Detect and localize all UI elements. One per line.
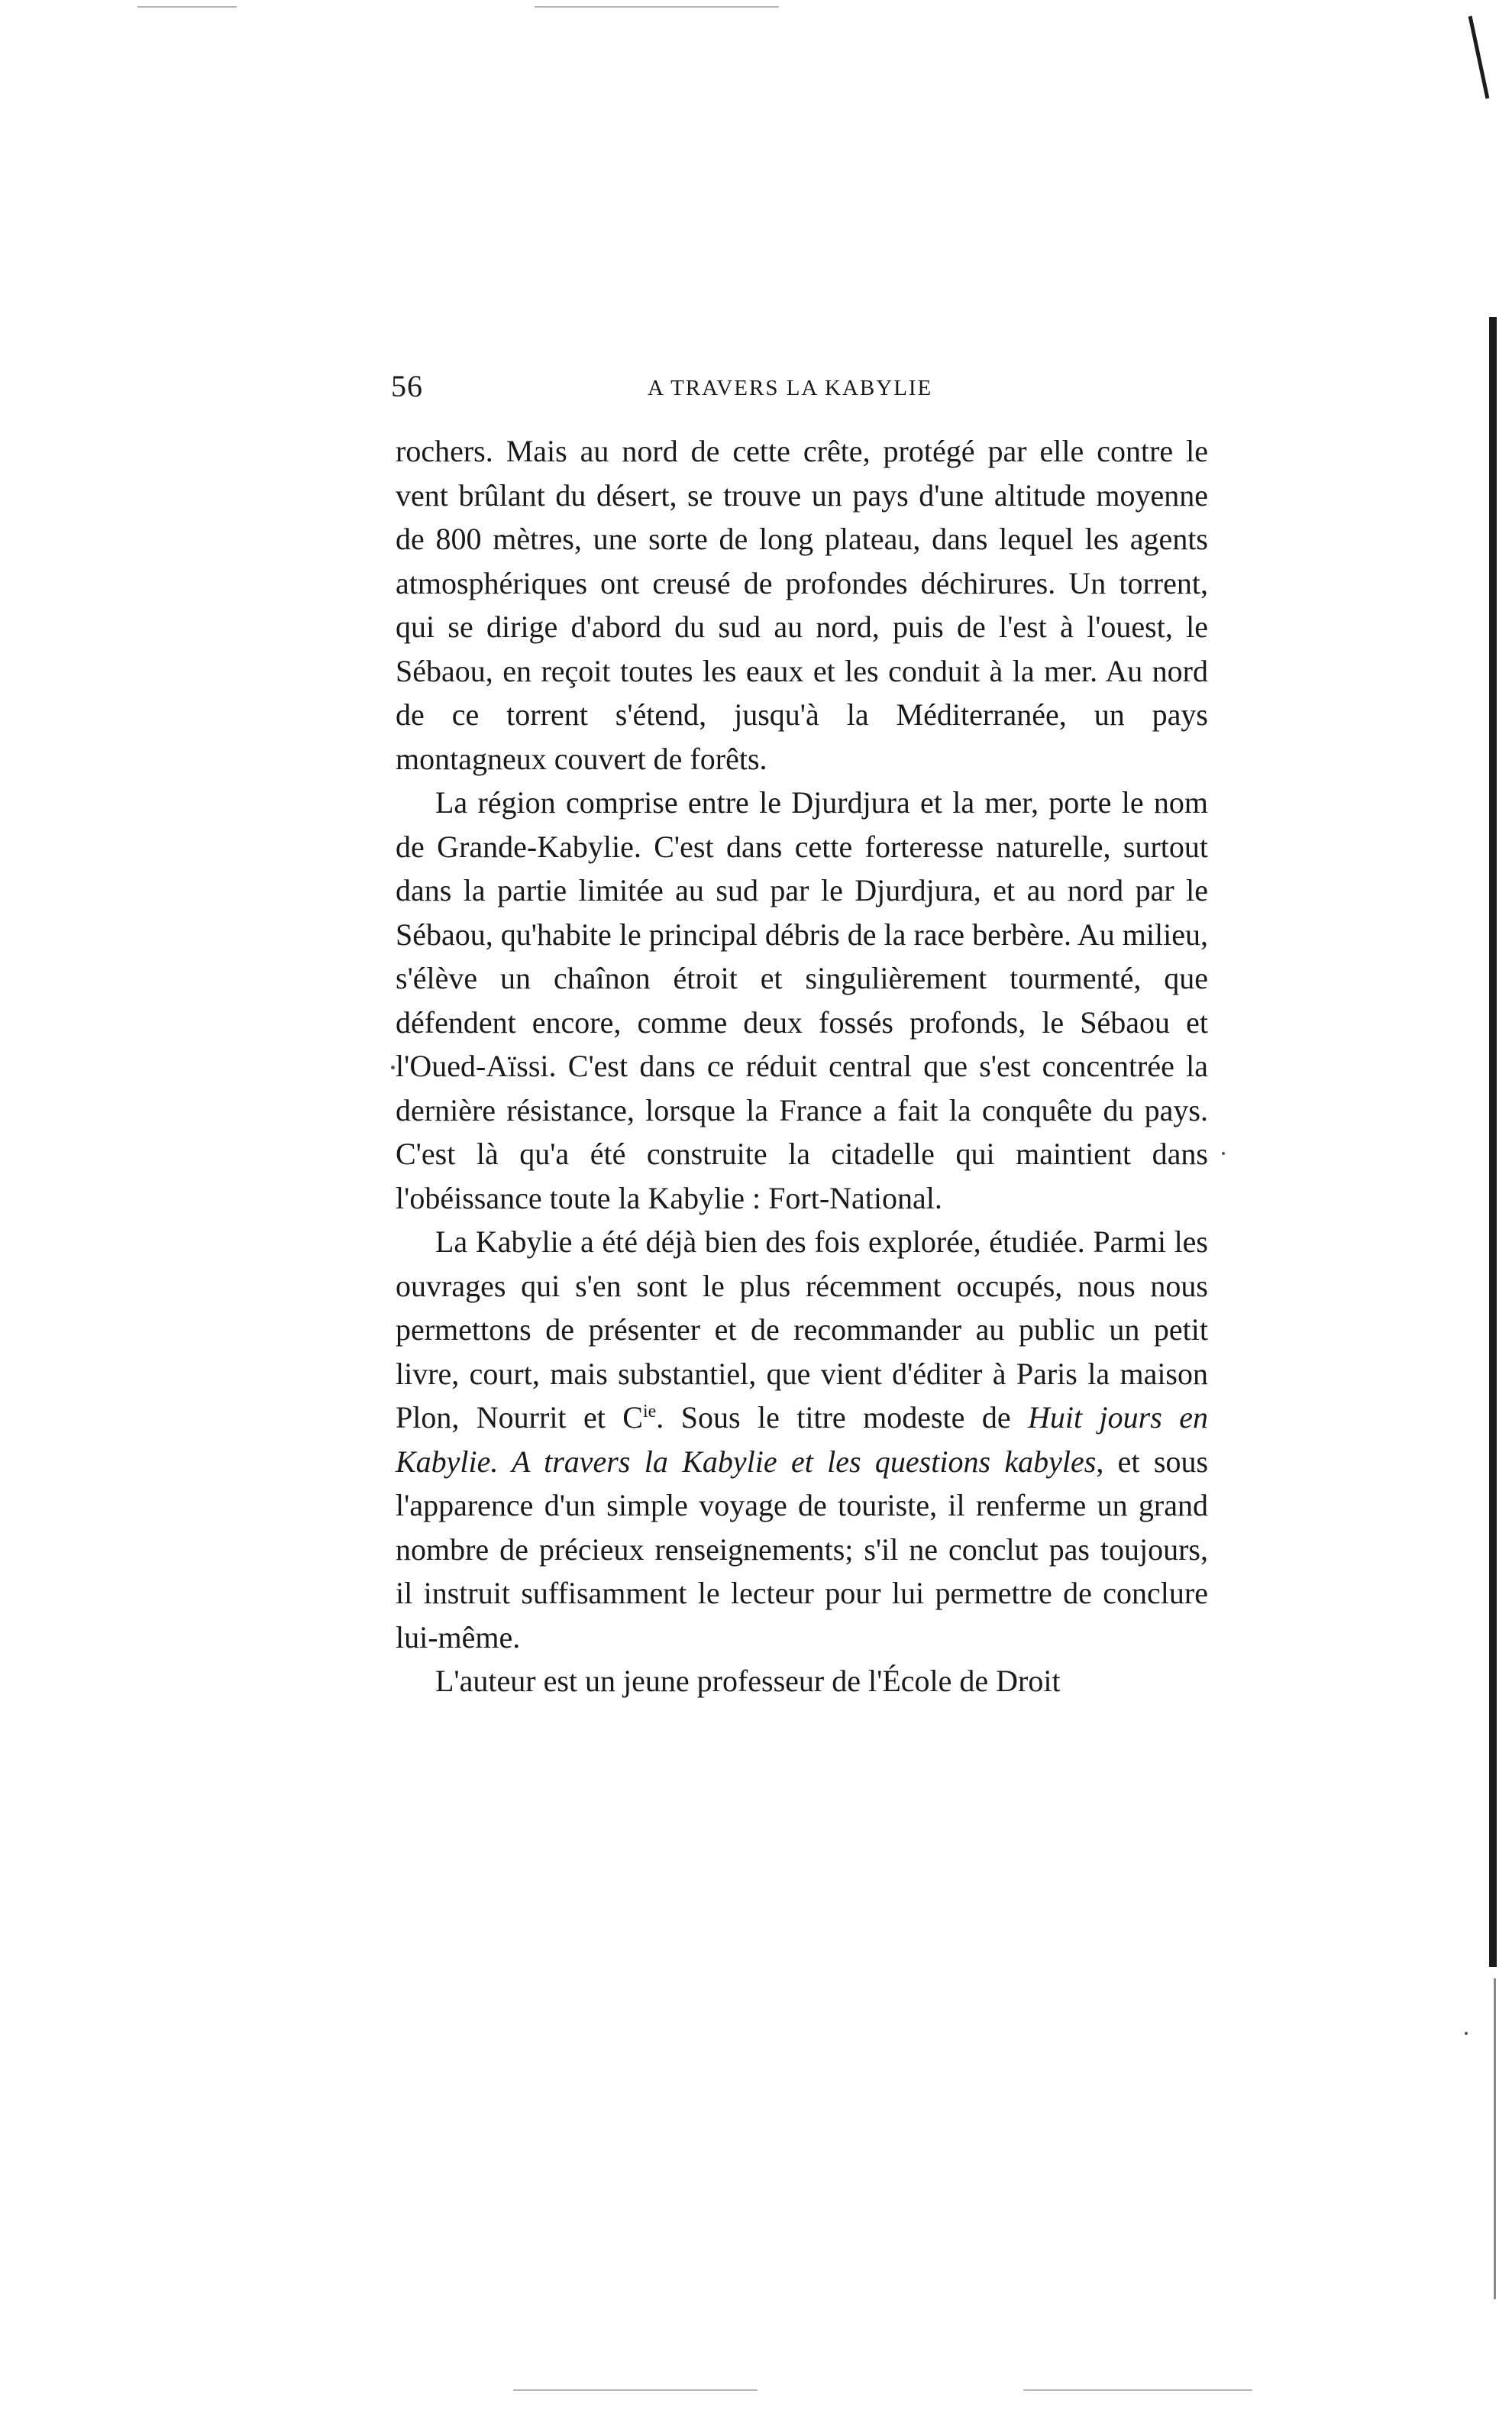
paragraph-2: La région comprise entre le Djurdjura et la mer, porte le nom de Grande-Kabylie. C'est dans cette forteresse naturelle, surtout dans la partie limitée au sud par le Djurdjura, et au nord par le Sébaou, qu'habite le principal débris de la race berbère. Au milieu, s'élève un chaînon étroit et singulièrement tourmenté, que défendent encore, comme deux fossés profonds, le Sébaou et l'Oued-Aïssi. C'est dans ce réduit central que s'est concentrée la dernière résistance, lorsque la France a fait la conquête du pays. C'est là qu'a été construite la citadelle qui maintient dans l'obéissance toute la Kabylie : Fort-National. [396, 785, 1208, 1215]
body-text [396, 429, 1208, 1703]
paragraph-3-text-a: La Kabylie a été déjà bien des fois explorée, étudiée. Parmi les ouvrages qui s'en sont le plus récemment occupés, nous nous permettons de présenter et de recommander au public un petit livre, court, mais substantiel, que vient d'éditer à Paris la maison Plon, Nourrit et C [396, 1224, 1208, 1435]
scan-edge-bar-right-lower [1494, 1978, 1496, 2299]
book-title-italic: Huit jours en Kabylie. A travers la Kabylie et les questions kabyles [396, 1400, 1208, 1479]
scan-edge-bar-right [1489, 317, 1497, 1967]
page-number: 56 [391, 369, 423, 403]
scan-speck [1465, 2032, 1468, 2035]
scan-rule-bottom-right [1023, 2389, 1252, 2391]
paragraph-3 [396, 1220, 1208, 1659]
scan-rule-top-mid [535, 6, 779, 8]
scan-rule-top-left [137, 6, 237, 8]
paragraph-3-text-c: , et sous l'apparence d'un simple voyage de touriste, il renferme un grand nombre de précieux renseignements; s'il ne conclut pas toujours, il instruit suffisamment le lecteur pour lui permettre de conclure lui-même. [396, 1444, 1209, 1654]
running-head [391, 368, 1216, 414]
paragraph-1: rochers. Mais au nord de cette crête, protégé par elle contre le vent brûlant du désert, se trouve un pays d'une altitude moyenne de 800 mètres, une sorte de long plateau, dans lequel les agents atmosphériques ont creusé de profondes déchirures. Un torrent, qui se dirige d'abord du sud au nord, puis de l'est à l'ouest, le Sébaou, en reçoit toutes les eaux et les conduit à la mer. Au nord de ce torrent s'étend, jusqu'à la Méditerranée, un pays montagneux couvert de forêts. [396, 434, 1208, 776]
paragraph-4: L'auteur est un jeune professeur de l'École de Droit [435, 1664, 1061, 1698]
superscript-ie: ie [642, 1402, 657, 1422]
paragraph-3-text-b: . Sous le titre modeste de [656, 1400, 1029, 1435]
running-title: A TRAVERS LA KABYLIE [648, 376, 933, 400]
scan-speck [391, 1066, 395, 1069]
scan-rule-bottom-left [513, 2389, 758, 2391]
scan-speck [1222, 1152, 1225, 1155]
scan-edge-mark-top [1468, 16, 1490, 99]
